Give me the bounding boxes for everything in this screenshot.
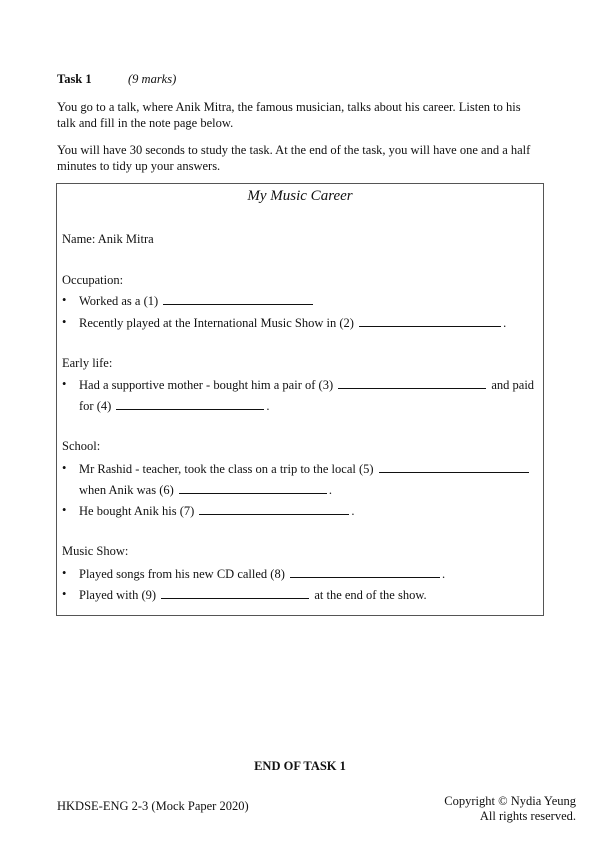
answer-item-8-end: . (442, 567, 446, 581)
copyright-notice (420, 794, 576, 824)
bullet-icon: • (62, 377, 67, 391)
answer-item-7-text: He bought Anik his (7) (79, 504, 195, 518)
music-show-heading: Music Show: (62, 544, 129, 558)
answer-item-5-text: Mr Rashid - teacher, took the class on a trip to the local (5) (79, 462, 374, 476)
answer-item-9 (79, 587, 427, 603)
bullet-icon: • (62, 503, 67, 517)
answer-item-6 (79, 482, 332, 498)
answer-item-9-text: Played with (9) (79, 588, 157, 602)
answer-item-3-end: and paid (491, 378, 535, 392)
answer-item-1 (79, 293, 315, 309)
answer-item-5 (79, 461, 531, 477)
paper-code: HKDSE-ENG 2-3 (Mock Paper 2020) (57, 799, 249, 813)
bullet-icon: • (62, 461, 67, 475)
copyright-line: Copyright © Nydia Yeung (444, 794, 576, 808)
answer-item-3-text: Had a supportive mother - bought him a pair of (3) (79, 378, 334, 392)
answer-item-8 (79, 566, 445, 582)
answer-item-6-end: . (328, 483, 333, 497)
name-line: Name: Anik Mitra (62, 232, 154, 246)
occupation-heading: Occupation: (62, 273, 124, 287)
answer-item-2-text: Recently played at the International Music Show in (2) (79, 316, 354, 330)
answer-item-2 (79, 315, 506, 331)
answer-blank-8[interactable] (290, 566, 440, 578)
answer-blank-4[interactable] (116, 398, 264, 410)
bullet-icon: • (62, 315, 67, 329)
answer-blank-9[interactable] (161, 587, 309, 599)
bullet-icon: • (62, 293, 67, 307)
answer-item-3 (79, 377, 534, 393)
bullet-icon: • (62, 566, 67, 580)
early-life-heading: Early life: (62, 356, 113, 370)
answer-item-9-end: at the end of the show. (314, 588, 427, 602)
task-marks: (9 marks) (128, 72, 177, 86)
answer-item-4-text: for (4) (79, 399, 112, 413)
answer-blank-3[interactable] (338, 377, 486, 389)
answer-item-4-end: . (266, 399, 270, 413)
end-of-task-label: END OF TASK 1 (254, 759, 346, 773)
answer-item-8-text: Played songs from his new CD called (8) (79, 567, 285, 581)
instruction-paragraph-2: You will have 30 seconds to study the task. At the end of the task, you will have one and a half minutes to tidy up your answers. (57, 143, 531, 173)
answer-item-7-end: . (351, 504, 355, 518)
answer-item-2-end: . (503, 316, 507, 330)
answer-blank-6[interactable] (179, 482, 327, 494)
bullet-icon: • (62, 587, 67, 601)
answer-item-1-text: Worked as a (1) (79, 294, 159, 308)
note-page-title: My Music Career (247, 188, 353, 204)
answer-item-4 (79, 398, 270, 414)
answer-blank-1[interactable] (163, 293, 313, 305)
answer-blank-2[interactable] (359, 315, 501, 327)
school-heading: School: (62, 439, 101, 453)
note-page-box (56, 183, 544, 616)
instruction-paragraph-1: You go to a talk, where Anik Mitra, the famous musician, talks about his career. Listen to his talk and fill in the note page below. (57, 100, 521, 130)
rights-line: All rights reserved. (479, 809, 576, 823)
answer-item-6-text: when Anik was (6) (79, 483, 174, 497)
answer-item-7 (79, 503, 355, 519)
task-title: Task 1 (57, 72, 92, 86)
answer-blank-7[interactable] (199, 503, 349, 515)
answer-blank-5[interactable] (379, 461, 529, 473)
